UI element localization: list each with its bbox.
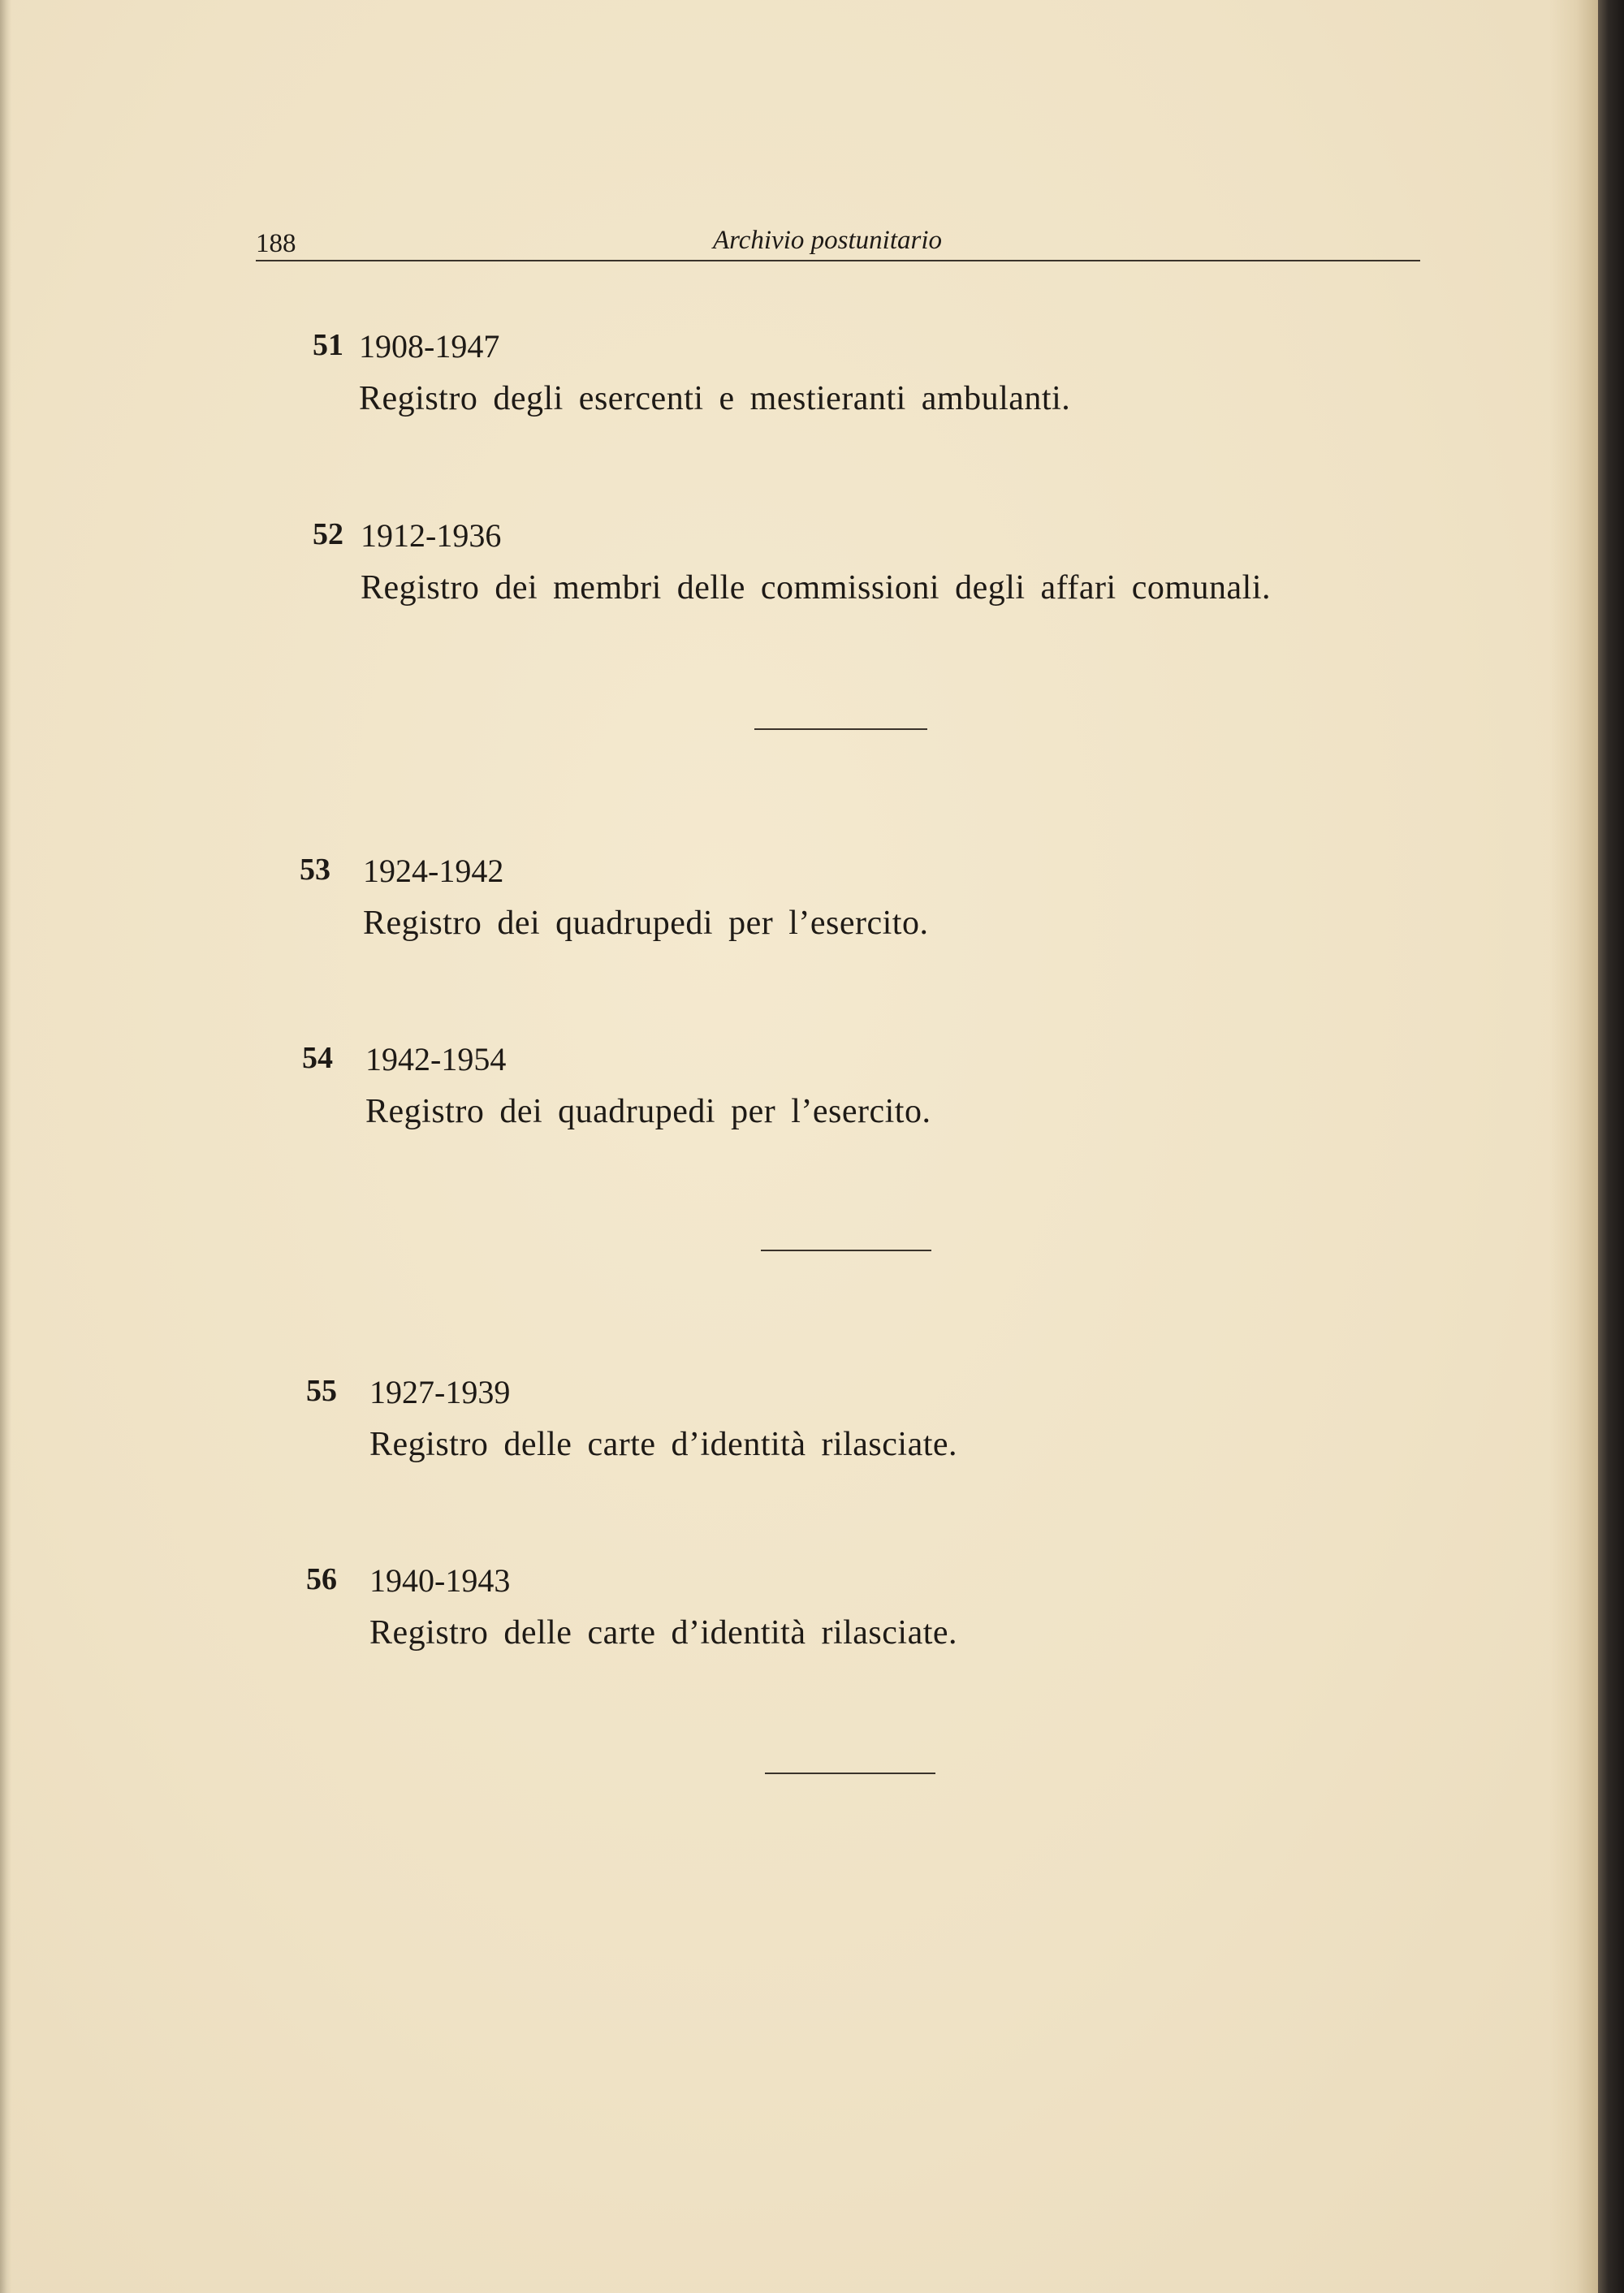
entry-description: Registro degli esercenti e mestieranti ambulanti. bbox=[359, 380, 1071, 417]
section-divider bbox=[761, 1250, 931, 1251]
book-spine-edge bbox=[1598, 0, 1624, 2293]
entry-dates: 1927-1939 bbox=[369, 1374, 511, 1410]
entry-description: Registro dei quadrupedi per l’esercito. bbox=[365, 1093, 931, 1130]
entry-number: 52 bbox=[313, 517, 343, 551]
entry-description: Registro delle carte d’identità rilasciate. bbox=[369, 1426, 958, 1463]
running-title: Archivio postunitario bbox=[713, 226, 943, 255]
section-divider bbox=[765, 1773, 935, 1774]
entry-number: 53 bbox=[300, 853, 330, 887]
page-number: 188 bbox=[256, 229, 296, 258]
entry-dates: 1942-1954 bbox=[365, 1041, 507, 1077]
section-divider bbox=[754, 728, 927, 730]
entry-description: Registro dei quadrupedi per l’esercito. bbox=[363, 905, 929, 942]
entry-number: 55 bbox=[306, 1374, 337, 1408]
entry-dates: 1912-1936 bbox=[361, 517, 502, 554]
entry-description: Registro dei membri delle commissioni degli affari comunali. bbox=[361, 569, 1271, 607]
entry-number: 51 bbox=[313, 328, 343, 362]
entry-description: Registro delle carte d’identità rilasciate. bbox=[369, 1614, 958, 1652]
header-rule bbox=[256, 260, 1420, 261]
page-gutter-shadow bbox=[1549, 0, 1598, 2293]
entry-number: 56 bbox=[306, 1562, 337, 1596]
entry-dates: 1908-1947 bbox=[359, 328, 500, 365]
entry-dates: 1924-1942 bbox=[363, 853, 504, 889]
entry-number: 54 bbox=[302, 1041, 333, 1075]
entry-dates: 1940-1943 bbox=[369, 1562, 511, 1599]
page-left-edge bbox=[0, 0, 11, 2293]
